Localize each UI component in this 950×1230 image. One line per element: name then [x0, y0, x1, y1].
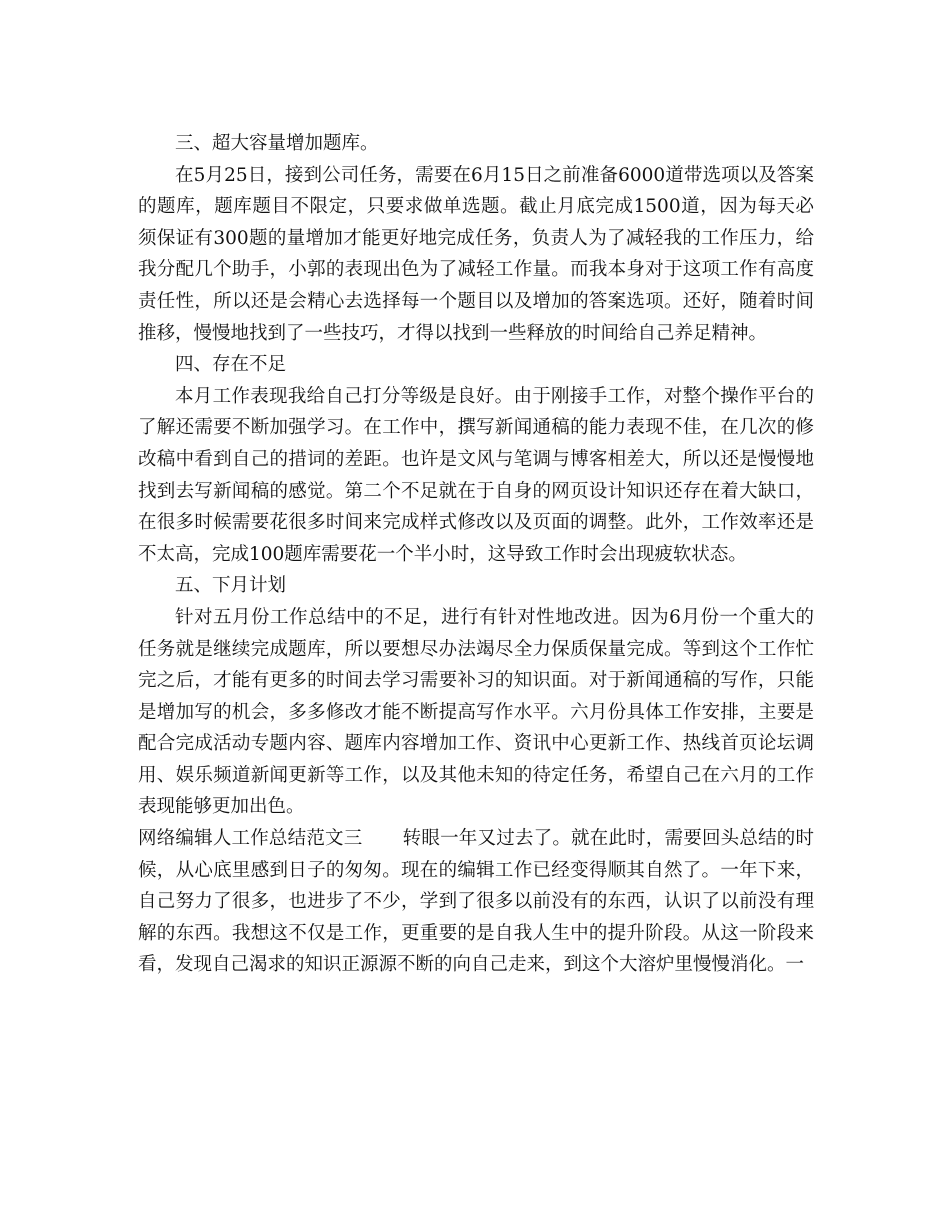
section-heading-4: 四、存在不足 [175, 354, 287, 376]
section-heading-5: 五、下月计划 [175, 575, 287, 597]
section-paragraph-4: 本月工作表现我给自己打分等级是良好。由于刚接手工作，对整个操作平台的了解还需要不断加强学习。在工作中，撰写新闻通稿的能力表现不佳，在几次的修改稿中看到自己的措词的差距。也许是文风与笔调与博客相差大，所以还是慢慢地找到去写新闻稿的感觉。第二个不足就在于自身的网页设计知识还存在着大缺口，在很多时候需要花很多时间来完成样式修改以及页面的调整。此外，工作效率还是不太高，完成100题库需要花一个半小时，这导致工作时会出现疲软状态。 [138, 385, 814, 565]
article-3-paragraph [138, 823, 814, 981]
article-3-title: 网络编辑人工作总结范文三 [138, 828, 363, 850]
section-heading-3: 三、超大容量增加题库。 [175, 133, 379, 154]
article-3-body: 转眼一年又过去了。就在此时，需要回头总结的时候，从心底里感到日子的匆匆。现在的编辑工作已经变得顺其自然了。一年下来，自己努力了很多，也进步了不少，学到了很多以前没有的东西，认识了以前没有理解的东西。我想这不仅是工作，更重要的是自我人生中的提升阶段。从这一阶段来看，发现自己渴求的知识正源源不断的向自己走来，到这个大溶炉里慢慢消化。一 [138, 828, 814, 976]
section-paragraph-5: 针对五月份工作总结中的不足，进行有针对性地改进。因为6月份一个重大的任务就是继续完成题库，所以要想尽办法竭尽全力保质保量完成。等到这个工作忙完之后，才能有更多的时间去学习需要补习的知识面。对于新闻通稿的写作，只能是增加写的机会，多多修改才能不断提高写作水平。六月份具体工作安排，主要是配合完成活动专题内容、题库内容增加工作、资讯中心更新工作、热线首页论坛调用、娱乐频道新闻更新等工作，以及其他未知的待定任务，希望自己在六月的工作表现能够更加出色。 [138, 606, 814, 818]
section-paragraph-3: 在5月25日，接到公司任务，需要在6月15日之前准备6000道带选项以及答案的题库，题库题目不限定，只要求做单选题。截止月底完成1500道，因为每天必须保证有300题的量增加才能更好地完成任务，负责人为了减轻我的工作压力，给我分配几个助手，小郭的表现出色为了减轻工作量。而我本身对于这项工作有高度责任性，所以还是会精心去选择每一个题目以及增加的答案选项。还好，随着时间推移，慢慢地找到了一些技巧，才得以找到一些释放的时间给自己养足精神。 [138, 164, 814, 344]
document-body [138, 128, 814, 981]
